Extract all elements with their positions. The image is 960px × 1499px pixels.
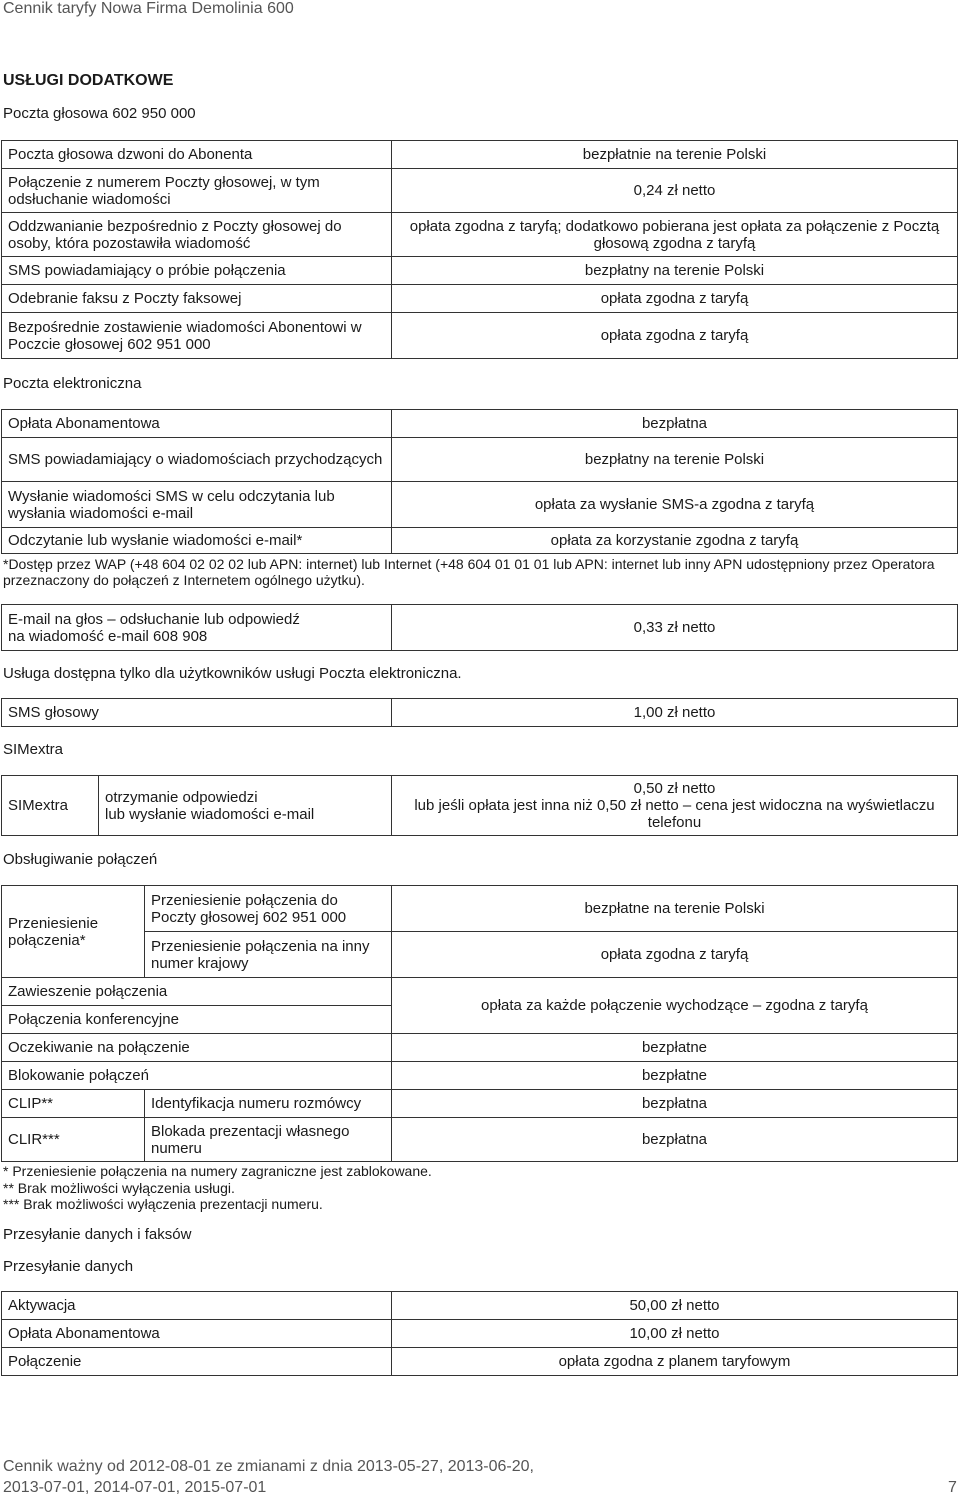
label-line: E-mail na głos – odsłuchanie lub odpowiedź xyxy=(8,610,300,628)
row-label: Poczta głosowa dzwoni do Abonenta xyxy=(2,141,392,169)
row-value: bezpłatny na terenie Polski xyxy=(392,438,958,482)
simextra-table xyxy=(1,775,958,836)
section-title: USŁUGI DODATKOWE xyxy=(3,72,174,89)
row-label: Opłata Abonamentowa xyxy=(2,410,392,438)
voicemail-heading: Poczta głosowa 602 950 000 xyxy=(3,105,196,122)
simextra-heading: SIMextra xyxy=(3,741,64,758)
row-label: SMS powiadamiający o próbie połączenia xyxy=(2,257,392,285)
sms-voice-table xyxy=(1,698,958,727)
calls-note-3: *** Brak możliwości wyłączenia prezentacji numeru. xyxy=(3,1196,323,1212)
row-value: 0,24 zł netto xyxy=(392,169,958,213)
row-value: bezpłatna xyxy=(392,410,958,438)
footer-line-2: 2013-07-01, 2014-07-01, 2015-07-01 xyxy=(3,1479,267,1496)
table-row xyxy=(2,699,958,727)
row-value: opłata zgodna z taryfą; dodatkowo pobierana jest opłata za połączenie z Pocztą głosową zgodna z taryfą xyxy=(392,213,958,257)
row-value: opłata za wysłanie SMS-a zgodna z taryfą xyxy=(392,482,958,528)
row-desc: Identyfikacja numeru rozmówcy xyxy=(145,1090,392,1118)
table-row xyxy=(2,605,958,651)
email-footnote: *Dostęp przez WAP (+48 604 02 02 02 lub APN: internet) lub Internet (+48 604 01 01 01 lub APN: internet lub inny APN udostępniony przez Operatora przeznaczony do połączeń z Internetem ogólnego użytku). xyxy=(3,556,935,588)
row-value: bezpłatny na terenie Polski xyxy=(392,257,958,285)
table-row xyxy=(2,1320,958,1348)
row-value: 1,00 zł netto xyxy=(392,699,958,727)
row-value: opłata zgodna z planem taryfowym xyxy=(392,1348,958,1376)
email-table xyxy=(1,409,958,554)
row-label: Oczekiwanie na połączenie xyxy=(2,1034,392,1062)
row-label: Połączenie z numerem Poczty głosowej, w tym odsłuchanie wiadomości xyxy=(2,169,392,213)
forwarding-label: Przeniesienie połączenia* xyxy=(2,886,145,978)
row-label: Połączenia konferencyjne xyxy=(2,1006,392,1034)
calls-note-2: ** Brak możliwości wyłączenia usługi. xyxy=(3,1180,235,1196)
email-heading: Poczta elektroniczna xyxy=(3,375,142,392)
row-label: CLIP** xyxy=(2,1090,145,1118)
row-label: Zawieszenie połączenia xyxy=(2,978,392,1006)
table-row xyxy=(2,285,958,313)
value-line: 0,50 zł netto xyxy=(633,780,716,797)
row-label: Opłata Abonamentowa xyxy=(2,1320,392,1348)
row-label: Oddzwanianie bezpośrednio z Poczty głosowej do osoby, która pozostawiła wiadomość xyxy=(2,213,392,257)
row-value: opłata za każde połączenie wychodzące – zgodna z taryfą xyxy=(392,978,958,1034)
table-row xyxy=(2,1034,958,1062)
row-label: Blokowanie połączeń xyxy=(2,1062,392,1090)
row-value: bezpłatnie na terenie Polski xyxy=(392,141,958,169)
calls-heading: Obsługiwanie połączeń xyxy=(3,851,158,868)
row-label: CLIR*** xyxy=(2,1118,145,1162)
table-row xyxy=(2,1348,958,1376)
label-line: na wiadomość e-mail 608 908 xyxy=(8,627,208,645)
table-row xyxy=(2,886,958,932)
row-value: bezpłatna xyxy=(392,1118,958,1162)
page-number: 7 xyxy=(948,1479,957,1496)
table-row xyxy=(2,528,958,554)
row-value: opłata zgodna z taryfą xyxy=(392,313,958,359)
table-row xyxy=(2,213,958,257)
table-row xyxy=(2,776,958,836)
row-label: SIMextra xyxy=(2,776,99,836)
row-value: bezpłatna xyxy=(392,1090,958,1118)
row-desc xyxy=(99,776,392,836)
table-row xyxy=(2,438,958,482)
email-voice-note: Usługa dostępna tylko dla użytkowników usługi Poczta elektroniczna. xyxy=(3,665,462,682)
row-value: bezpłatne xyxy=(392,1034,958,1062)
table-row xyxy=(2,1090,958,1118)
document-header: Cennik taryfy Nowa Firma Demolinia 600 xyxy=(3,0,294,17)
row-value: bezpłatne na terenie Polski xyxy=(392,886,958,932)
row-label: Połączenie xyxy=(2,1348,392,1376)
desc-line: otrzymanie odpowiedzi xyxy=(105,788,258,806)
row-label: Odebranie faksu z Poczty faksowej xyxy=(2,285,392,313)
table-row xyxy=(2,1062,958,1090)
table-row xyxy=(2,141,958,169)
row-value: bezpłatne xyxy=(392,1062,958,1090)
desc-line: lub wysłanie wiadomości e-mail xyxy=(105,805,315,823)
row-value: 10,00 zł netto xyxy=(392,1320,958,1348)
table-row xyxy=(2,410,958,438)
data-heading-1: Przesyłanie danych i faksów xyxy=(3,1226,192,1243)
footer-line-1: Cennik ważny od 2012-08-01 ze zmianami z dnia 2013-05-27, 2013-06-20, xyxy=(3,1458,534,1475)
row-label: SMS powiadamiający o wiadomościach przychodzących xyxy=(2,438,392,482)
data-table xyxy=(1,1291,958,1376)
row-label: SMS głosowy xyxy=(2,699,392,727)
table-row xyxy=(2,932,958,978)
calls-note-1: * Przeniesienie połączenia na numery zagraniczne jest zablokowane. xyxy=(3,1163,432,1179)
email-voice-table xyxy=(1,604,958,651)
voicemail-table xyxy=(1,140,958,359)
row-desc: Blokada prezentacji własnego numeru xyxy=(145,1118,392,1162)
row-label: Odczytanie lub wysłanie wiadomości e-mail* xyxy=(2,528,392,554)
row-value: opłata zgodna z taryfą xyxy=(392,285,958,313)
table-row xyxy=(2,482,958,528)
table-row xyxy=(2,1118,958,1162)
row-label: Aktywacja xyxy=(2,1292,392,1320)
table-row xyxy=(2,169,958,213)
table-row xyxy=(2,978,958,1006)
calls-table xyxy=(1,885,958,1162)
data-heading-2: Przesyłanie danych xyxy=(3,1258,134,1275)
forwarding-sub: Przeniesienie połączenia do Poczty głosowej 602 951 000 xyxy=(145,886,392,932)
table-row xyxy=(2,257,958,285)
row-value: opłata zgodna z taryfą xyxy=(392,932,958,978)
table-row xyxy=(2,1292,958,1320)
row-label: Wysłanie wiadomości SMS w celu odczytania lub wysłania wiadomości e-mail xyxy=(2,482,392,528)
row-value: 50,00 zł netto xyxy=(392,1292,958,1320)
forwarding-sub: Przeniesienie połączenia na inny numer krajowy xyxy=(145,932,392,978)
row-value xyxy=(392,776,958,836)
value-line: lub jeśli opłata jest inna niż 0,50 zł netto – cena jest widoczna na wyświetlaczu telefonu xyxy=(414,797,935,831)
row-label xyxy=(2,605,392,651)
row-value: opłata za korzystanie zgodna z taryfą xyxy=(392,528,958,554)
row-value: 0,33 zł netto xyxy=(392,605,958,651)
table-row xyxy=(2,313,958,359)
row-label: Bezpośrednie zostawienie wiadomości Abonentowi w Poczcie głosowej 602 951 000 xyxy=(2,313,392,359)
